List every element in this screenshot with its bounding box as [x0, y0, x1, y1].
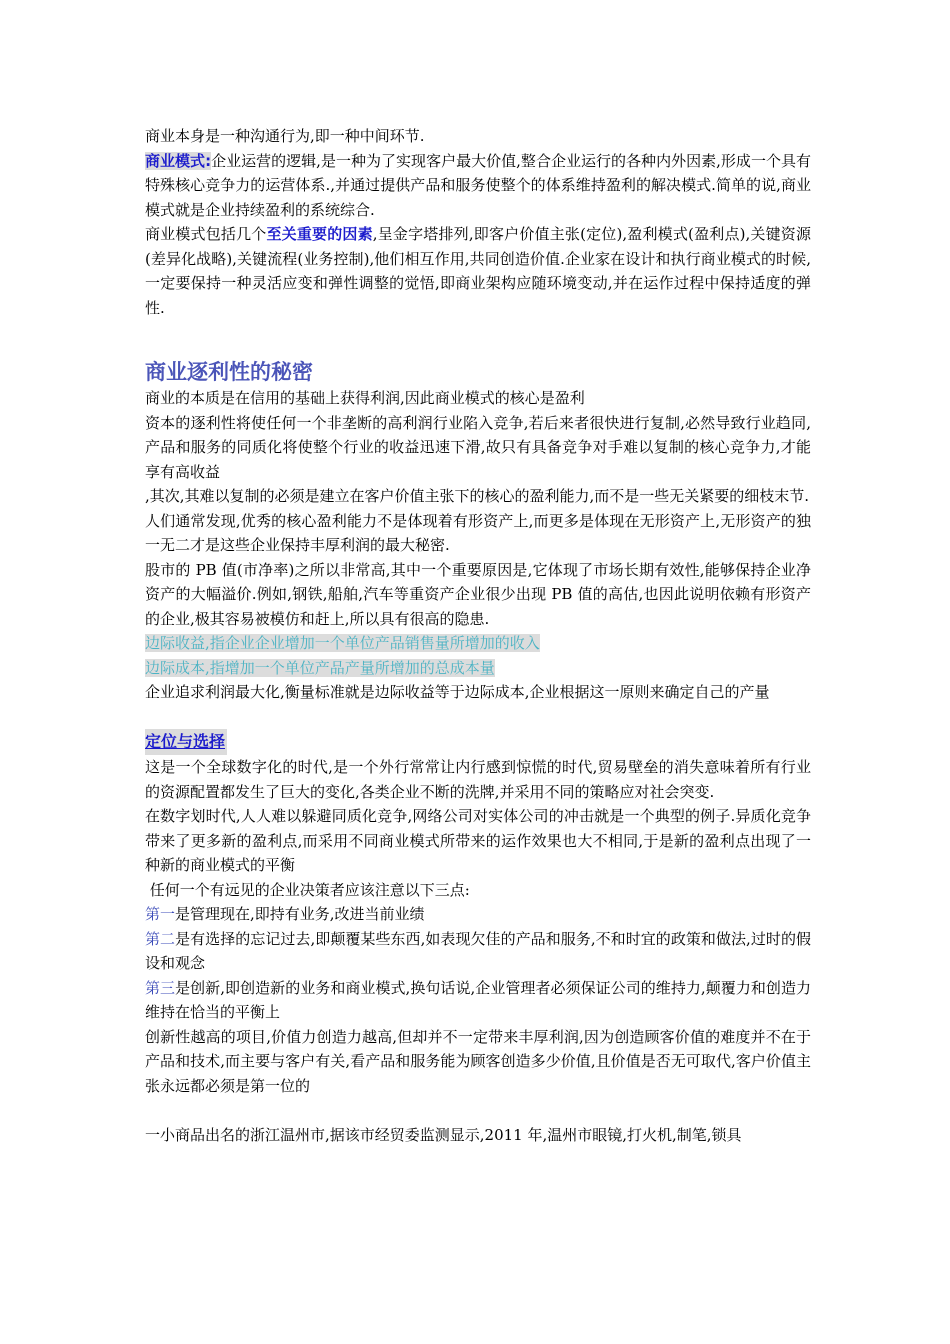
section-heading-profit-secret: 商业逐利性的秘密: [145, 359, 313, 384]
spacer: [145, 320, 811, 358]
paragraph-t3: 任何一个有远见的企业决策者应该注意以下三点:: [145, 880, 470, 899]
paragraph-first-point: 第一是管理现在,即持有业务,改进当前业绩: [145, 905, 425, 923]
paragraph-business-model-elements: 商业模式包括几个至关重要的因素,呈金字塔排列,即客户价值主张(定位),盈利模式(盈利点),关键资源(差异化战略),关键流程(业务控制),他们相互作用,共同创造价值.企业家在设计和执行商业模式的时候,一定要保持一种灵活应变和弹性调整的觉悟,即商业架构应随环境变动,并在运作过程中保持适度的弹性.: [145, 225, 811, 317]
term-key-factors: 至关重要的因素: [266, 225, 373, 243]
paragraph-s8: 企业追求利润最大化,衡量标准就是边际收益等于边际成本,企业根据这一原则来确定自己的产量: [145, 683, 770, 701]
paragraph-t8: 一小商品出名的浙江温州市,据该市经贸委监测显示,2011 年,温州市眼镜,打火机,制笔,锁具: [145, 1125, 742, 1144]
paragraph-t7: 创新性越高的项目,价值力创造力越高,但却并不一定带来丰厚利润,因为创造顾客价值的难度并不在于产品和技术,而主要与客户有关,看产品和服务能为顾客创造多少价值,且价值是否无可取代,客户价值主张永远都必须是第一位的: [145, 1027, 811, 1095]
paragraph-second-point: 第二是有选择的忘记过去,即颠覆某些东西,如表现欠佳的产品和服务,不和时宜的政策和做法,过时的假设和观念: [145, 929, 811, 972]
document-body: [145, 124, 811, 1147]
paragraph-third-point: 第三是创新,即创造新的业务和商业模式,换句话说,企业管理者必须保证公司的维持力,颠覆力和创造力维持在恰当的平衡上: [145, 978, 811, 1021]
paragraph-intro: 商业本身是一种沟通行为,即一种中间环节.: [145, 127, 425, 145]
spacer: [145, 705, 811, 730]
paragraph-t1: 这是一个全球数字化的时代,是一个外行常常让内行感到惊慌的时代,贸易壁垒的消失意味着所有行业的资源配置都发生了巨大的变化,各类企业不断的洗牌,并采用不同的策略应对社会突变.: [145, 758, 811, 801]
paragraph-t2: 在数字划时代,人人难以躲避同质化竞争,网络公司对实体公司的冲击就是一个典型的例子.异质化竞争带来了更多新的盈利点,而采用不同商业模式所带来的运作效果也大不相同,于是新的盈利点出现了一种新的商业模式的平衡: [145, 807, 811, 874]
term-business-model: 商业模式:: [145, 151, 212, 170]
spacer: [145, 1098, 811, 1123]
paragraph-s4: 人们通常发现,优秀的核心盈利能力不是体现着有形资产上,而更多是体现在无形资产上,无形资产的独一无二才是这些企业保持丰厚利润的最大秘密.: [145, 511, 811, 554]
paragraph-marginal-cost: 边际成本,指增加一个单位产品产量所增加的总成本量: [145, 658, 495, 677]
paragraph-s5: 股市的 PB 值(市净率)之所以非常高,其中一个重要原因是,它体现了市场长期有效性,能够保持企业净资产的大幅溢价.例如,钢铁,船舶,汽车等重资产企业很少出现 PB 值的高估,也因此说明依赖有形资产的企业,极其容易被模仿和赶上,所以具有很高的隐患.: [145, 560, 811, 628]
section-heading-positioning: 定位与选择: [145, 729, 227, 755]
paragraph-s1: 商业的本质是在信用的基础上获得利润,因此商业模式的核心是盈利: [145, 389, 585, 407]
paragraph-business-model-definition: 商业模式:企业运营的逻辑,是一种为了实现客户最大价值,整合企业运行的各种内外因素,形成一个具有特殊核心竞争力的运营体系.,并通过提供产品和服务使整个的体系维持盈利的解决模式.简单的说,商业模式就是企业持续盈利的系统综合.: [145, 151, 811, 219]
paragraph-s3: ,其次,其难以复制的必须是建立在客户价值主张下的核心的盈利能力,而不是一些无关紧要的细枝末节.: [145, 487, 810, 505]
section-heading-wrapper: [145, 729, 811, 755]
paragraph-s2: 资本的逐利性将使任何一个非垄断的高利润行业陷入竞争,若后来者很快进行复制,必然导致行业趋同,产品和服务的同质化将使整个行业的收益迅速下滑,故只有具备竞争对手难以复制的核心竞争力,才能享有高收益: [145, 413, 811, 481]
paragraph-marginal-revenue: 边际收益,指企业企业增加一个单位产品销售量所增加的收入: [145, 634, 540, 652]
